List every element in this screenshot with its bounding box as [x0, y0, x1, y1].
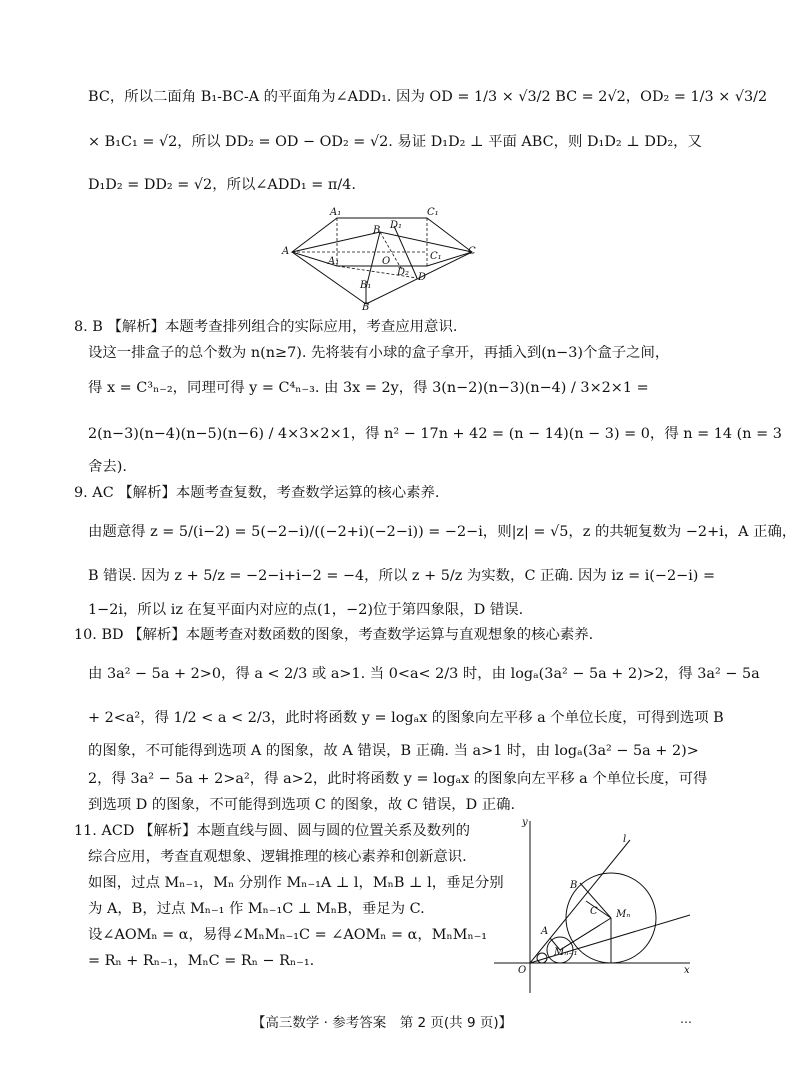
- text-line: 9. AC 【解析】本题考查复数，考查数学运算的核心素养.: [74, 485, 440, 501]
- text-line: 10. BD 【解析】本题考查对数函数的图象，考查数学运算与直观想象的核心素养.: [74, 627, 594, 643]
- figure-label: y: [522, 817, 528, 828]
- text-line: D₁D₂ = DD₂ = √2，所以∠ADD₁ = π/4.: [88, 177, 356, 193]
- figure-label: D₂: [397, 267, 410, 278]
- text-line: 舍去).: [88, 459, 127, 475]
- text-line: 设这一排盒子的总个数为 n(n≥7). 先将装有小球的盒子拿开，再插入到(n−3)个盒子之间，: [88, 345, 670, 361]
- page-footer: 【高三数学 · 参考答案 第 2 页(共 9 页)】: [251, 1015, 513, 1031]
- figure-label: Mₙ: [616, 909, 631, 920]
- figure-label: D₁: [390, 220, 403, 231]
- figure-label: B: [362, 302, 370, 313]
- text-line: 8. B 【解析】本题考查排列组合的实际应用，考查应用意识.: [74, 319, 458, 335]
- text-line: 1−2i，所以 iz 在复平面内对应的点(1，−2)位于第四象限，D 错误.: [88, 602, 524, 618]
- figure-label: x: [684, 965, 690, 976]
- prism-figure: [282, 204, 482, 312]
- figure-label: C: [468, 246, 476, 257]
- figure-label: Mₙ₋₁: [554, 947, 578, 958]
- figure-label: O: [518, 965, 527, 976]
- text-line: = Rₙ + Rₙ₋₁，MₙC = Rₙ − Rₙ₋₁.: [88, 953, 315, 969]
- text-line: 设∠AOMₙ = α，易得∠MₙMₙ₋₁C = ∠AOMₙ = α，MₙMₙ₋₁: [88, 927, 488, 943]
- figure-label: A: [541, 926, 549, 937]
- text-line: 到选项 D 的图象，不可能得到选项 C 的图象，故 C 错误，D 正确.: [88, 797, 516, 813]
- text-line: × B₁C₁ = √2，所以 DD₂ = OD − OD₂ = √2. 易证 D₁D₂ ⊥ 平面 ABC，则 D₁D₂ ⊥ DD₂，又: [88, 134, 702, 150]
- figure-label: C₁: [427, 207, 439, 218]
- text-line: 得 x = C³ₙ₋₂，同理可得 y = C⁴ₙ₋₃. 由 3x = 2y，得 3(n−2)(n−3)(n−4) / 3×2×1 =: [88, 380, 649, 396]
- figure-label: A₁: [330, 207, 342, 218]
- figure-label: O: [382, 256, 391, 267]
- text-line: 由题意得 z = 5/(i−2) = 5(−2−i)/((−2+i)(−2−i)) = −2−i，则|z| = √5，z 的共轭复数为 −2+i，A 正确，: [88, 524, 796, 540]
- line-l: [530, 840, 630, 963]
- figure-label: B: [373, 225, 381, 236]
- text-line: 综合应用，考查直观想象、逻辑推理的核心素养和创新意识.: [88, 849, 467, 865]
- text-line: BC，所以二面角 B₁-BC-A 的平面角为∠ADD₁. 因为 OD = 1/3 × √3/2 BC = 2√2，OD₂ = 1/3 × √3/2: [88, 89, 768, 105]
- text-line: 为 A，B，过点 Mₙ₋₁ 作 Mₙ₋₁C ⊥ MₙB，垂足为 C.: [88, 901, 425, 917]
- text-line: 的图象，不可能得到选项 A 的图象，故 A 错误，B 正确. 当 a>1 时，由 logₐ(3a² − 5a + 2)>: [88, 743, 699, 759]
- text-line: 由 3a² − 5a + 2>0，得 a < 2/3 或 a>1. 当 0<a< 2/3 时，由 logₐ(3a² − 5a + 2)>2，得 3a² − 5a: [88, 666, 760, 682]
- text-line: 2，得 3a² − 5a + 2>a²，得 a>2，此时将函数 y = logₐx 的图象向左平移 a 个单位长度，可得: [88, 771, 708, 787]
- circles-figure: [490, 815, 695, 995]
- figure-label: C: [590, 906, 598, 917]
- figure-label: A₁: [328, 256, 340, 267]
- text-line: B 错误. 因为 z + 5/z = −2−i+i−2 = −4，所以 z + 5/z 为实数，C 正确. 因为 iz = i(−2−i) =: [88, 568, 716, 584]
- text-line: 2(n−3)(n−4)(n−5)(n−6) / 4×3×2×1，得 n² − 17n + 42 = (n − 14)(n − 3) = 0，得 n = 14 (n = 3: [88, 426, 782, 442]
- figure-label: l: [623, 834, 627, 845]
- figure-label: C₁: [430, 251, 442, 262]
- figure-label: B: [570, 880, 578, 891]
- text-line: 如图，过点 Mₙ₋₁，Mₙ 分别作 Mₙ₋₁A ⊥ l，MₙB ⊥ l，垂足分别: [88, 875, 504, 891]
- text-line: 11. ACD 【解析】本题直线与圆、圆与圆的位置关系及数列的: [74, 823, 470, 839]
- figure-label: D: [418, 272, 427, 283]
- figure-label: A: [282, 246, 290, 257]
- text-line: + 2<a²，得 1/2 < a < 2/3，此时将函数 y = logₐx 的图象向左平移 a 个单位长度，可得到选项 B: [88, 710, 724, 726]
- figure-label: B₁: [360, 280, 372, 291]
- corner-mark: …: [680, 1012, 692, 1026]
